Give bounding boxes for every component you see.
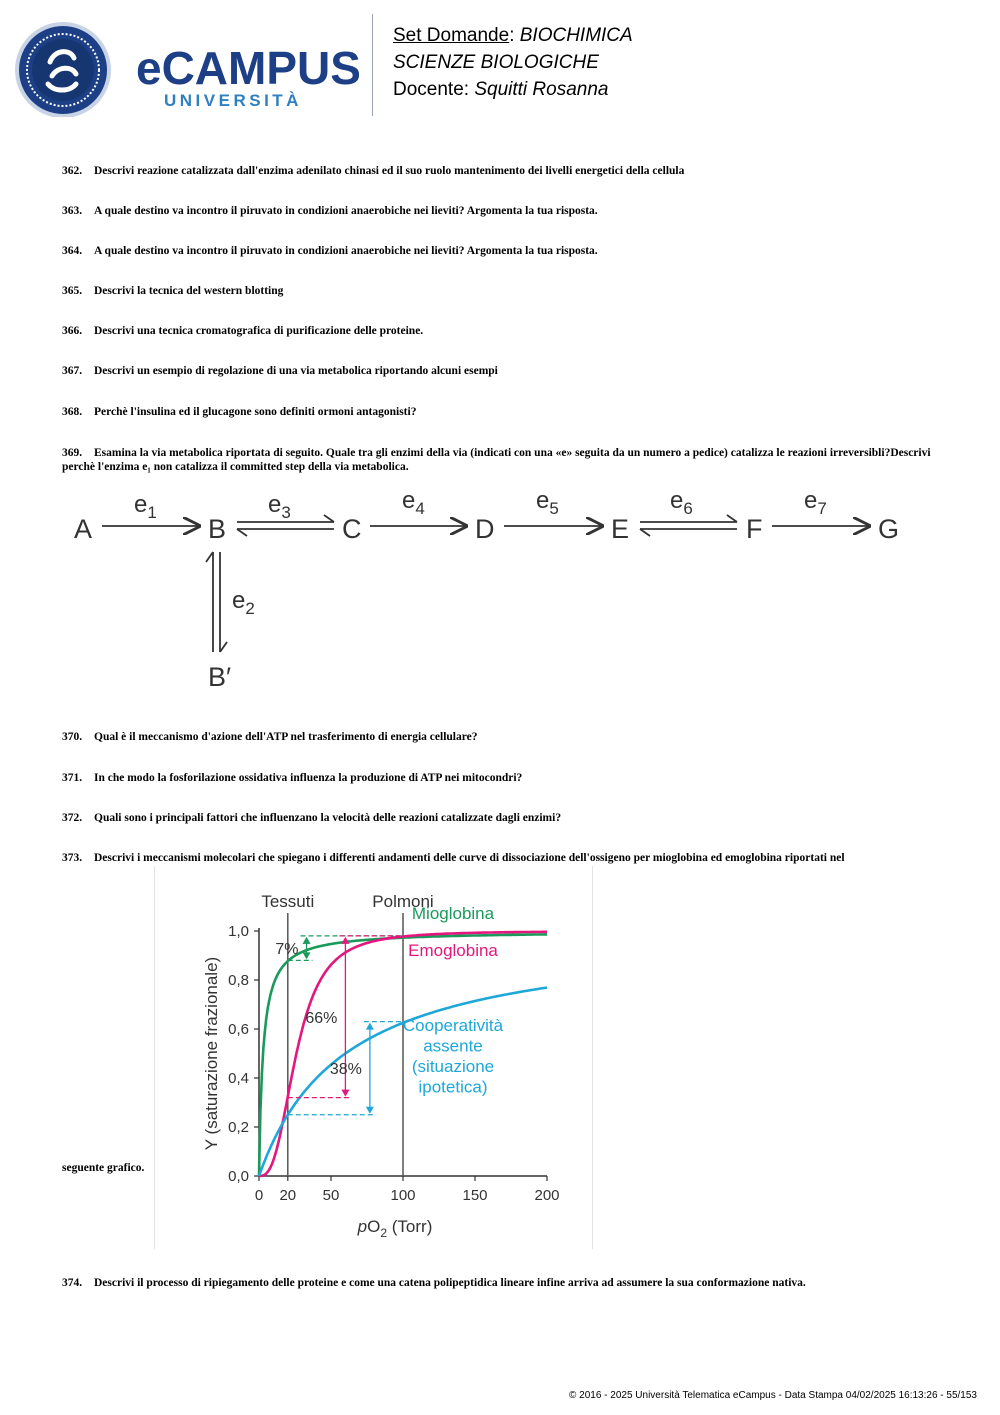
annotation-label: 66% <box>305 1009 338 1027</box>
enzyme-e5: $e_5$ <box>536 487 559 518</box>
series-label-mioglobina: Mioglobina <box>411 904 495 923</box>
annotation-label: 7% <box>275 941 299 959</box>
x-axis-label: $pO_2$ (Torr) <box>357 1217 433 1240</box>
set-value: BIOCHIMICA <box>519 25 633 46</box>
question-373-tail: seguente grafico. <box>62 1162 145 1174</box>
question-364: 364. A quale destino va incontro il piruvato in condizioni anaerobiche nei lieviti? Argomenta la tua risposta. <box>62 245 598 257</box>
series-label-cooperatività: (situazione <box>411 1057 495 1076</box>
question-372: 372. Quali sono i principali fattori che influenzano la velocità delle reazioni catalizzate dagli enzimi? <box>62 812 562 824</box>
x-tick-label: 150 <box>462 1187 488 1204</box>
set-label: Set Domande <box>393 25 510 46</box>
node-g: G <box>878 514 900 544</box>
series-label-cooperatività: assente <box>423 1036 483 1056</box>
annotation-label: 38% <box>329 1061 362 1079</box>
question-369: 369. Esamina la via metabolica riportata di seguito. Quale tra gli enzimi della via (indicati con una «e» seguita da un numero a pedice) catalizza le reazioni irreversibli?Descrivi perchè l'enzima e₁ non catalizza il committed step della via metabolica. <box>62 447 931 473</box>
x-tick-label: 0 <box>254 1187 264 1204</box>
question-366: 366. Descrivi una tecnica cromatografica di purificazione delle proteine. <box>62 325 424 337</box>
annotation-arrowhead-down <box>341 1090 349 1097</box>
node-d: D <box>475 514 495 544</box>
question-373: 373. Descrivi i meccanismi molecolari che spiegano i differenti andamenti delle curve di dissociazione dell'ossigeno per mioglobina ed emoglobina riportati nel <box>62 852 845 864</box>
page-footer: © 2016 - 2025 Università Telematica eCampus - Data Stampa 04/02/2025 16:13:26 - 55/153 <box>569 1390 977 1401</box>
question-367: 367. Descrivi un esempio di regolazione di una via metabolica riportando alcuni esempi <box>62 365 498 377</box>
question-371: 371. In che modo la fosforilazione ossidativa influenza la produzione di ATP nei mitocondri? <box>62 772 523 784</box>
y-tick-label: 0,6 <box>228 1021 249 1038</box>
x-tick-label: 200 <box>534 1187 560 1204</box>
series-label-emoglobina: Emoglobina <box>408 941 498 960</box>
header-divider <box>372 14 373 116</box>
question-374: 374. Descrivi il processo di ripiegamento delle proteine e come una catena polipeptidica lineare infine arriva ad assumere la sua conformazione nativa. <box>62 1277 806 1289</box>
reference-label-tessuti: Tessuti <box>261 892 315 911</box>
header-info: Set Domande: BIOCHIMICA SCIENZE BIOLOGICHE Docente: Squitti Rosanna <box>393 25 633 100</box>
enzyme-e1: $e_1$ <box>134 491 157 522</box>
node-f: F <box>746 514 763 544</box>
x-tick-label: 100 <box>390 1187 416 1204</box>
teacher-name: Squitti Rosanna <box>474 79 609 100</box>
enzyme-e6: $e_6$ <box>670 487 693 518</box>
y-tick-label: 1,0 <box>228 923 249 940</box>
node-b: B <box>208 514 227 544</box>
y-tick-label: 0,8 <box>228 972 249 989</box>
node-a: A <box>74 514 93 544</box>
annotation-arrowhead-up <box>366 1023 374 1030</box>
annotation-arrowhead-down <box>303 952 311 959</box>
teacher-label: Docente: <box>393 79 470 100</box>
question-368: 368. Perchè l'insulina ed il glucagone sono definiti ormoni antagonisti? <box>62 406 417 418</box>
y-tick-label: 0,0 <box>228 1168 249 1185</box>
node-e: E <box>611 514 630 544</box>
series-label-cooperatività: Cooperatività <box>402 1016 504 1035</box>
logo-brand: eCAMPUS <box>136 42 359 94</box>
enzyme-e7: $e_7$ <box>804 487 827 518</box>
annotation-arrowhead-up <box>303 937 311 944</box>
ecampus-logo <box>14 22 359 117</box>
x-tick-label: 50 <box>322 1187 340 1204</box>
y-tick-label: 0,2 <box>228 1119 249 1136</box>
logo-sub: UNIVERSITÀ <box>164 91 302 110</box>
node-b-prime: B′ <box>208 662 232 692</box>
y-axis-label: Y (saturazione frazionale) <box>202 956 221 1151</box>
question-363: 363. A quale destino va incontro il piruvato in condizioni anaerobiche nei lieviti? Argomenta la tua risposta. <box>62 205 598 217</box>
question-365: 365. Descrivi la tecnica del western blotting <box>62 285 284 297</box>
y-tick-label: 0,4 <box>228 1070 249 1087</box>
series-label-cooperatività: ipotetica) <box>418 1077 488 1097</box>
question-370: 370. Qual è il meccanismo d'azione dell'ATP nel trasferimento di energia cellulare? <box>62 731 478 743</box>
oxygen-dissociation-chart <box>155 866 590 1249</box>
pathway-diagram <box>62 482 912 692</box>
x-tick-label: 20 <box>279 1187 297 1204</box>
annotation-arrowhead-down <box>366 1107 374 1114</box>
enzyme-e2: $e_2$ <box>232 587 255 618</box>
course-name: SCIENZE BIOLOGICHE <box>393 52 599 73</box>
enzyme-e4: $e_4$ <box>402 487 425 518</box>
question-362: 362. Descrivi reazione catalizzata dall'enzima adenilato chinasi ed il suo ruolo mantenimento dei livelli energetici della cellula <box>62 165 685 177</box>
enzyme-e3: $e_3$ <box>268 491 291 522</box>
reference-label-polmoni: Polmoni <box>372 892 434 911</box>
node-c: C <box>342 514 362 544</box>
